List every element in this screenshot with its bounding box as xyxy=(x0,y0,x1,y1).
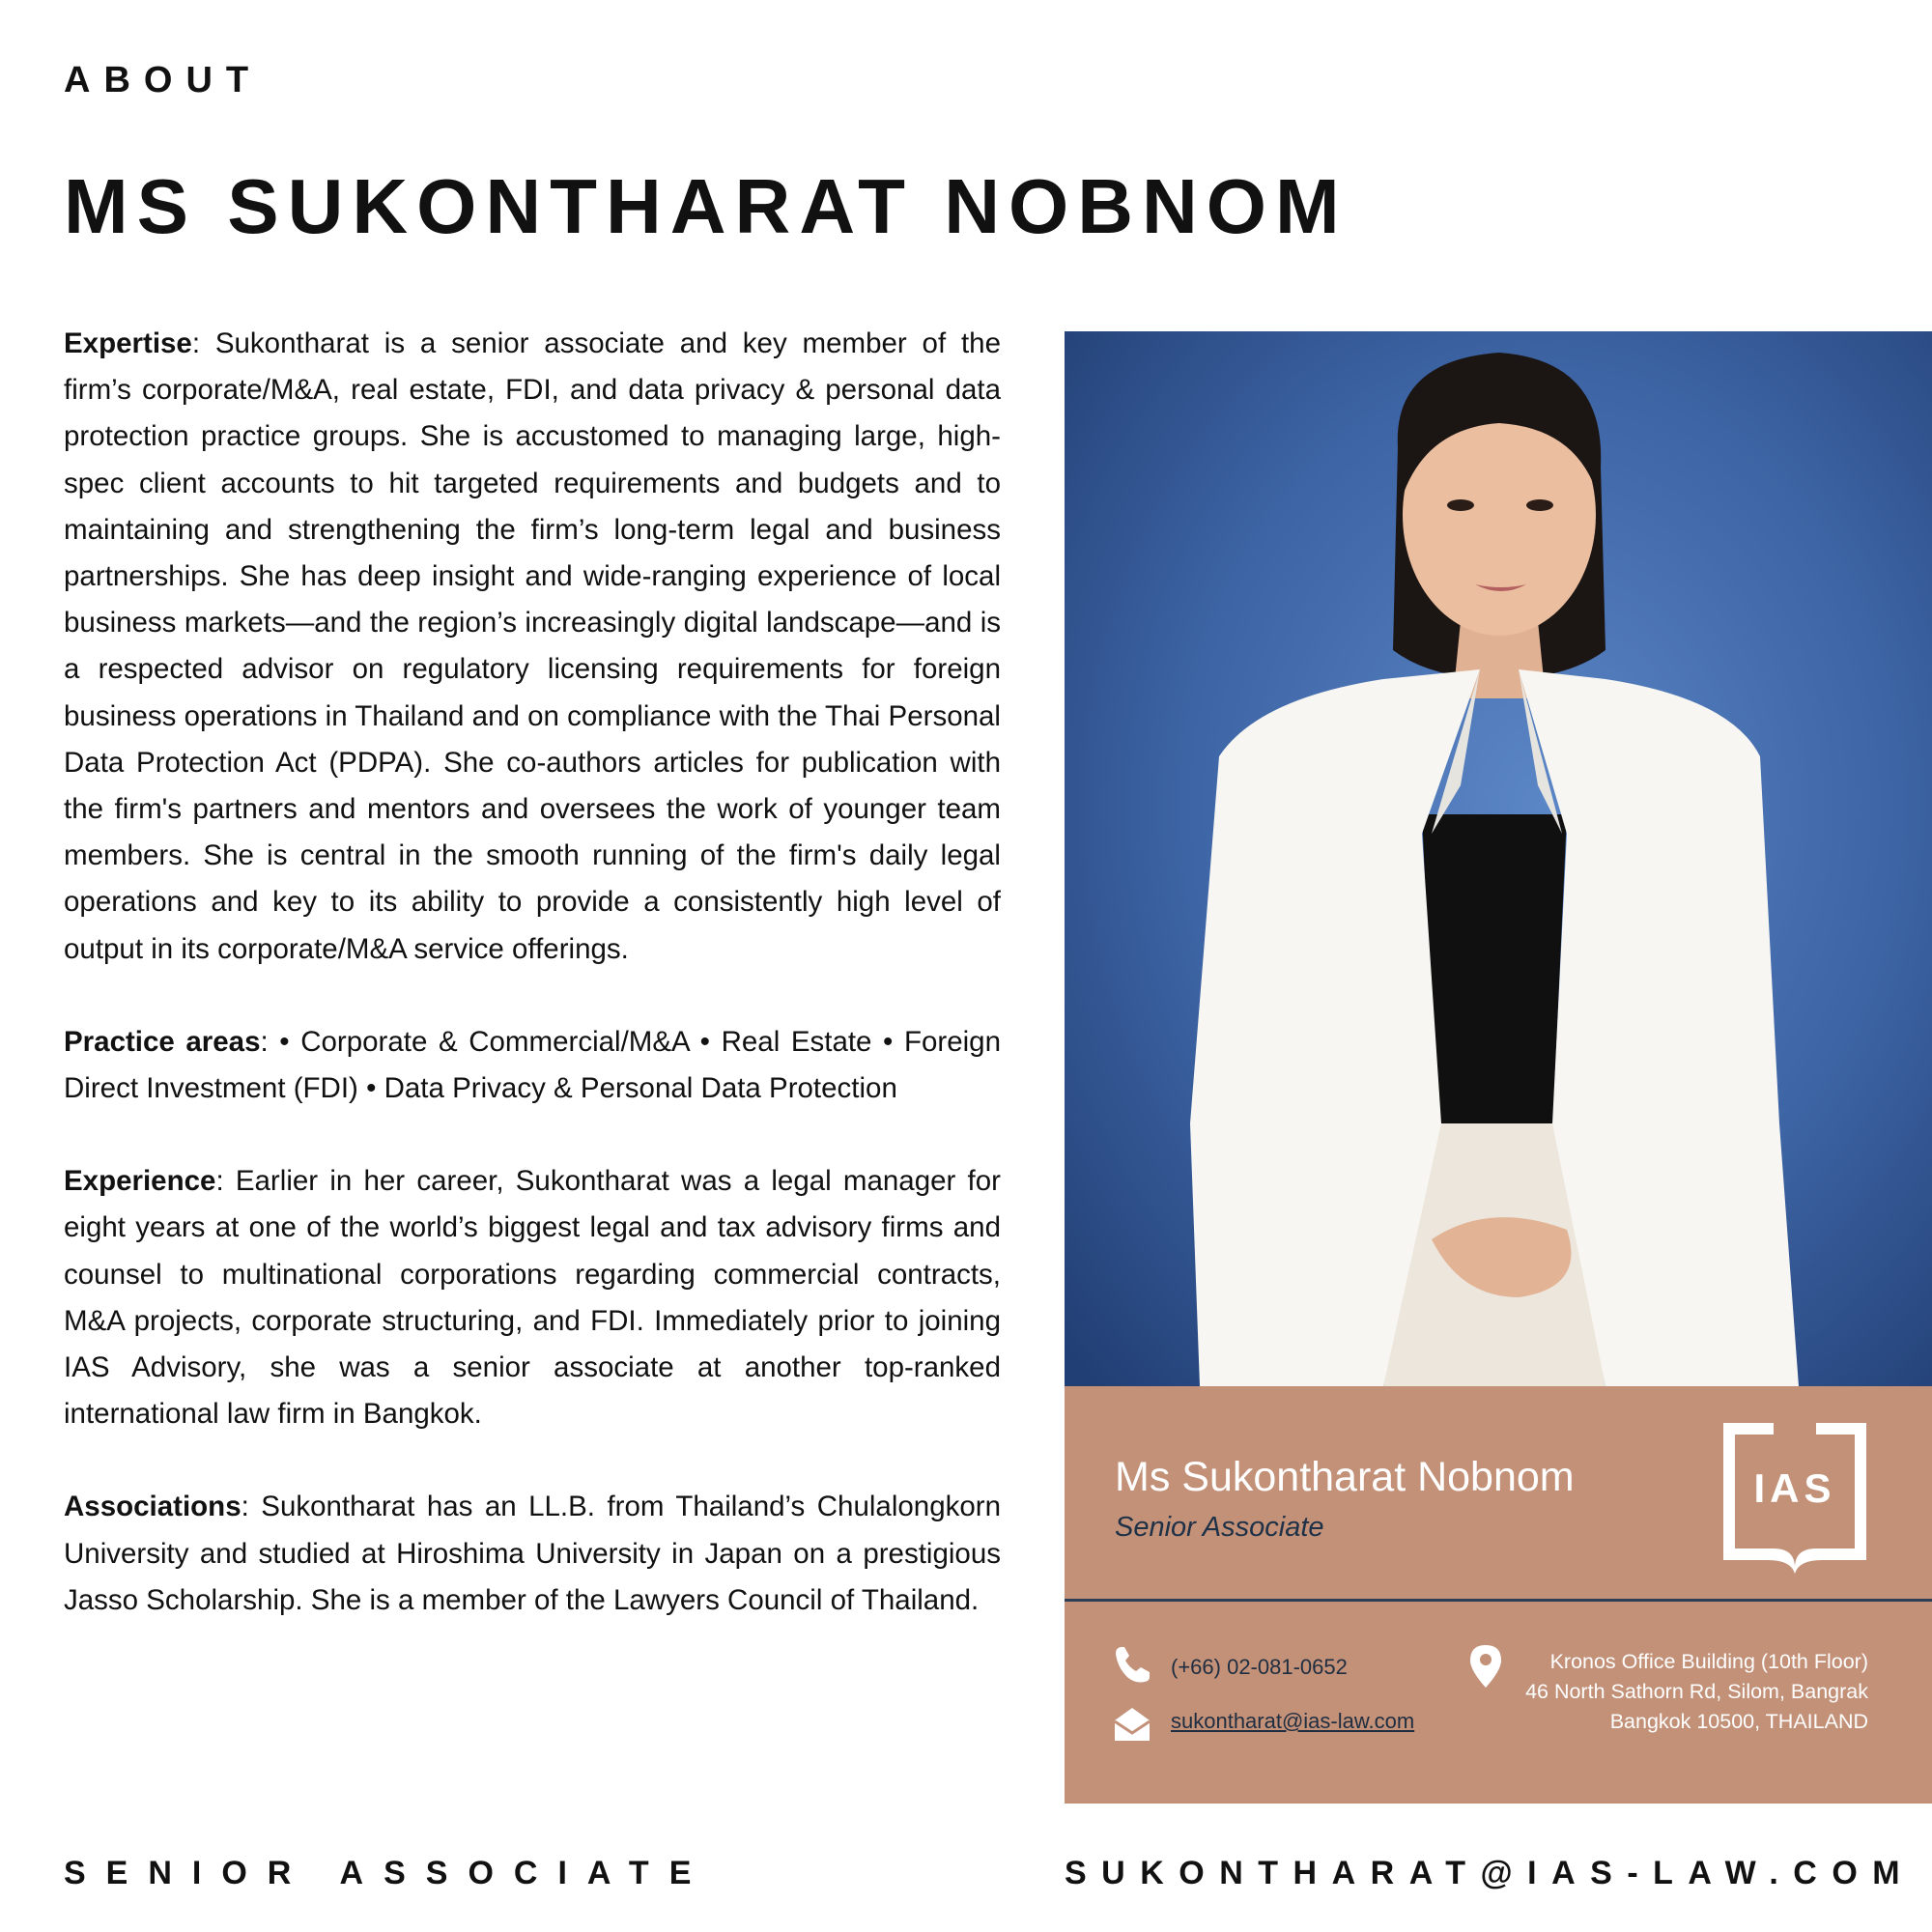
footer-email: SUKONTHARAT@IAS-LAW.COM xyxy=(1065,1855,1916,1891)
card-divider xyxy=(1065,1599,1932,1602)
location-pin-icon xyxy=(1470,1645,1501,1688)
associations-text: : Sukontharat has an LL.B. from Thailand’s Chulalongkorn University and studied at Hiroshima University in Japan on a prestigious Jasso Scholarship. She is a member of the Lawyers Council of Thailand. xyxy=(64,1491,1001,1616)
associations-paragraph xyxy=(64,1484,1001,1624)
practice-areas-text: : • Corporate & Commercial/M&A • Real Estate • Foreign Direct Investment (FDI) • Data Privacy & Personal Data Protection xyxy=(64,1025,1001,1105)
expertise-text: : Sukontharat is a senior associate and key member of the firm’s corporate/M&A, real estate, FDI, and data privacy & personal data protection practice groups. She is accustomed to managing large, high-spec client accounts to hit targeted requirements and budgets and to maintaining and strengthening the firm’s long-term legal and business partnerships. She has deep insight and wide-ranging experience of local business markets—and the region’s increasingly digital landscape—and is a respected advisor on regulatory licensing requirements for foreign business operations in Thailand and on compliance with the Thai Personal Data Protection Act (PDPA). She co-authors articles for publication with the firm's partners and mentors and oversees the work of younger team members. She is central in the smooth running of the firm's daily legal operations and key to its ability to provide a consistently high level of output in its corporate/M&A service offerings. xyxy=(64,327,1001,965)
address-line: 46 North Sathorn Rd, Silom, Bangrak xyxy=(1525,1680,1868,1703)
practice-areas-paragraph xyxy=(64,1019,1001,1112)
experience-paragraph xyxy=(64,1158,1001,1437)
address-line: Kronos Office Building (10th Floor) xyxy=(1549,1650,1868,1673)
card-job-title: Senior Associate xyxy=(1115,1512,1324,1543)
address-line: Bangkok 10500, THAILAND xyxy=(1609,1710,1868,1733)
experience-text: : Earlier in her career, Sukontharat was a legal manager for eight years at one of the world’s biggest legal and tax advisory firms and counsel to multinational corporations regarding commercial contracts, M&A projects, corporate structuring, and FDI. Immediately prior to joining IAS Advisory, she was a senior associate at another top-ranked international law firm in Bangkok. xyxy=(64,1165,1001,1431)
footer-role: SENIOR ASSOCIATE xyxy=(64,1855,712,1891)
phone-icon xyxy=(1113,1645,1151,1684)
section-label: ABOUT xyxy=(64,60,263,100)
associations-label: Associations xyxy=(64,1491,242,1523)
email-icon xyxy=(1113,1705,1151,1744)
phone-number: (+66) 02-081-0652 xyxy=(1171,1655,1348,1679)
email-link[interactable]: sukontharat@ias-law.com xyxy=(1171,1709,1415,1733)
practice-areas-label: Practice areas xyxy=(64,1025,261,1058)
portrait-photo xyxy=(1065,331,1932,1386)
ias-logo xyxy=(1714,1413,1876,1576)
office-address xyxy=(1525,1647,1868,1737)
card-name: Ms Sukontharat Nobnom xyxy=(1115,1454,1575,1500)
expertise-paragraph xyxy=(64,321,1001,973)
page-title: MS SUKONTHARAT NOBNOM xyxy=(64,163,1349,249)
experience-label: Experience xyxy=(64,1165,216,1198)
logo-text: IAS xyxy=(1753,1465,1836,1511)
portrait-illustration xyxy=(1065,331,1932,1386)
expertise-label: Expertise xyxy=(64,327,192,359)
contact-card xyxy=(1065,1386,1932,1804)
bio-section xyxy=(64,321,1001,1670)
